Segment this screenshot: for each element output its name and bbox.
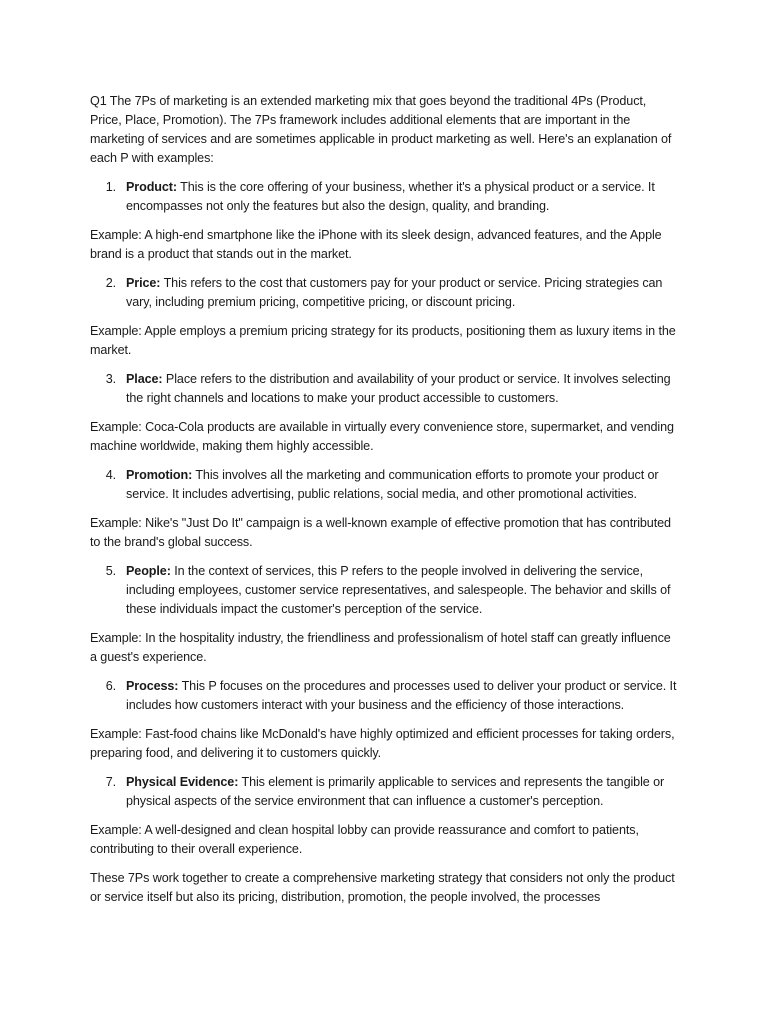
list-number: 4.	[105, 468, 116, 482]
list-item-body	[126, 466, 678, 504]
example-paragraph: Example: Nike's "Just Do It" campaign is a well-known example of effective promotion that has contributed to the brand's global success.	[90, 516, 671, 549]
example-paragraph: Example: A high-end smartphone like the iPhone with its sleek design, advanced features, and the Apple brand is a product that stands out in the market.	[90, 228, 662, 261]
example-paragraph: Example: Apple employs a premium pricing strategy for its products, positioning them as luxury items in the market.	[90, 324, 676, 357]
example-paragraph: Example: In the hospitality industry, the friendliness and professionalism of hotel staff can greatly influence a guest's experience.	[90, 631, 671, 664]
list-item-term: Product:	[126, 180, 177, 194]
list-item-promotion	[90, 466, 678, 504]
list-number: 5.	[105, 564, 116, 578]
list-item-text: This is the core offering of your business, whether it's a physical product or a service. It encompasses not only the features but also the design, quality, and branding.	[126, 180, 655, 213]
list-item-term: Place:	[126, 372, 163, 386]
list-item-place	[90, 370, 678, 408]
list-number: 6.	[105, 679, 116, 693]
intro-paragraph: Q1 The 7Ps of marketing is an extended marketing mix that goes beyond the traditional 4Ps (Product, Price, Place, Promotion). The 7Ps framework includes additional elements that are important in the marketing of services and are sometimes applicable in product marketing as well. Here's an explanation of each P with examples:	[90, 94, 672, 165]
list-item-term: Physical Evidence:	[126, 775, 239, 789]
list-item-body	[126, 274, 678, 312]
list-item-people	[90, 562, 678, 619]
list-item-process	[90, 677, 678, 715]
list-number: 1.	[105, 180, 116, 194]
list-item-text: This element is primarily applicable to services and represents the tangible or physical aspects of the service environment that can influence a customer's perception.	[126, 775, 665, 808]
list-number: 3.	[105, 372, 116, 386]
list-item-physical-evidence	[90, 773, 678, 811]
list-item-term: Process:	[126, 679, 179, 693]
list-item-text: This refers to the cost that customers pay for your product or service. Pricing strategies can vary, including premium pricing, competitive pricing, or discount pricing.	[126, 276, 663, 309]
list-item-text: In the context of services, this P refers to the people involved in delivering the service, including employees, customer service representatives, and salespeople. The behavior and skills of these individuals impact the customer's perception of the service.	[126, 564, 671, 616]
list-item-term: People:	[126, 564, 171, 578]
list-item-body	[126, 677, 678, 715]
list-item-text: This involves all the marketing and communication efforts to promote your product or service. It includes advertising, public relations, social media, and other promotional activities.	[126, 468, 659, 501]
example-paragraph: Example: Fast-food chains like McDonald's have highly optimized and efficient processes for taking orders, preparing food, and delivering it to customers quickly.	[90, 727, 675, 760]
list-item-body	[126, 370, 678, 408]
example-paragraph: Example: Coca-Cola products are available in virtually every convenience store, supermarket, and vending machine worldwide, making them highly accessible.	[90, 420, 674, 453]
list-item-body	[126, 178, 678, 216]
list-item-text: Place refers to the distribution and availability of your product or service. It involves selecting the right channels and locations to make your product accessible to customers.	[126, 372, 671, 405]
list-item-term: Promotion:	[126, 468, 193, 482]
list-item-price	[90, 274, 678, 312]
list-item-text: This P focuses on the procedures and processes used to deliver your product or service. It includes how customers interact with your business and the efficiency of those interactions.	[126, 679, 677, 712]
list-item-body	[126, 562, 678, 619]
example-paragraph: Example: A well-designed and clean hospital lobby can provide reassurance and comfort to patients, contributing to their overall experience.	[90, 823, 639, 856]
list-number: 2.	[105, 276, 116, 290]
list-item-term: Price:	[126, 276, 161, 290]
list-item-body	[126, 773, 678, 811]
list-number: 7.	[105, 775, 116, 789]
closing-paragraph: These 7Ps work together to create a comprehensive marketing strategy that considers not only the product or service itself but also its pricing, distribution, promotion, the people involved, the processes	[90, 871, 675, 904]
list-item-product	[90, 178, 678, 216]
